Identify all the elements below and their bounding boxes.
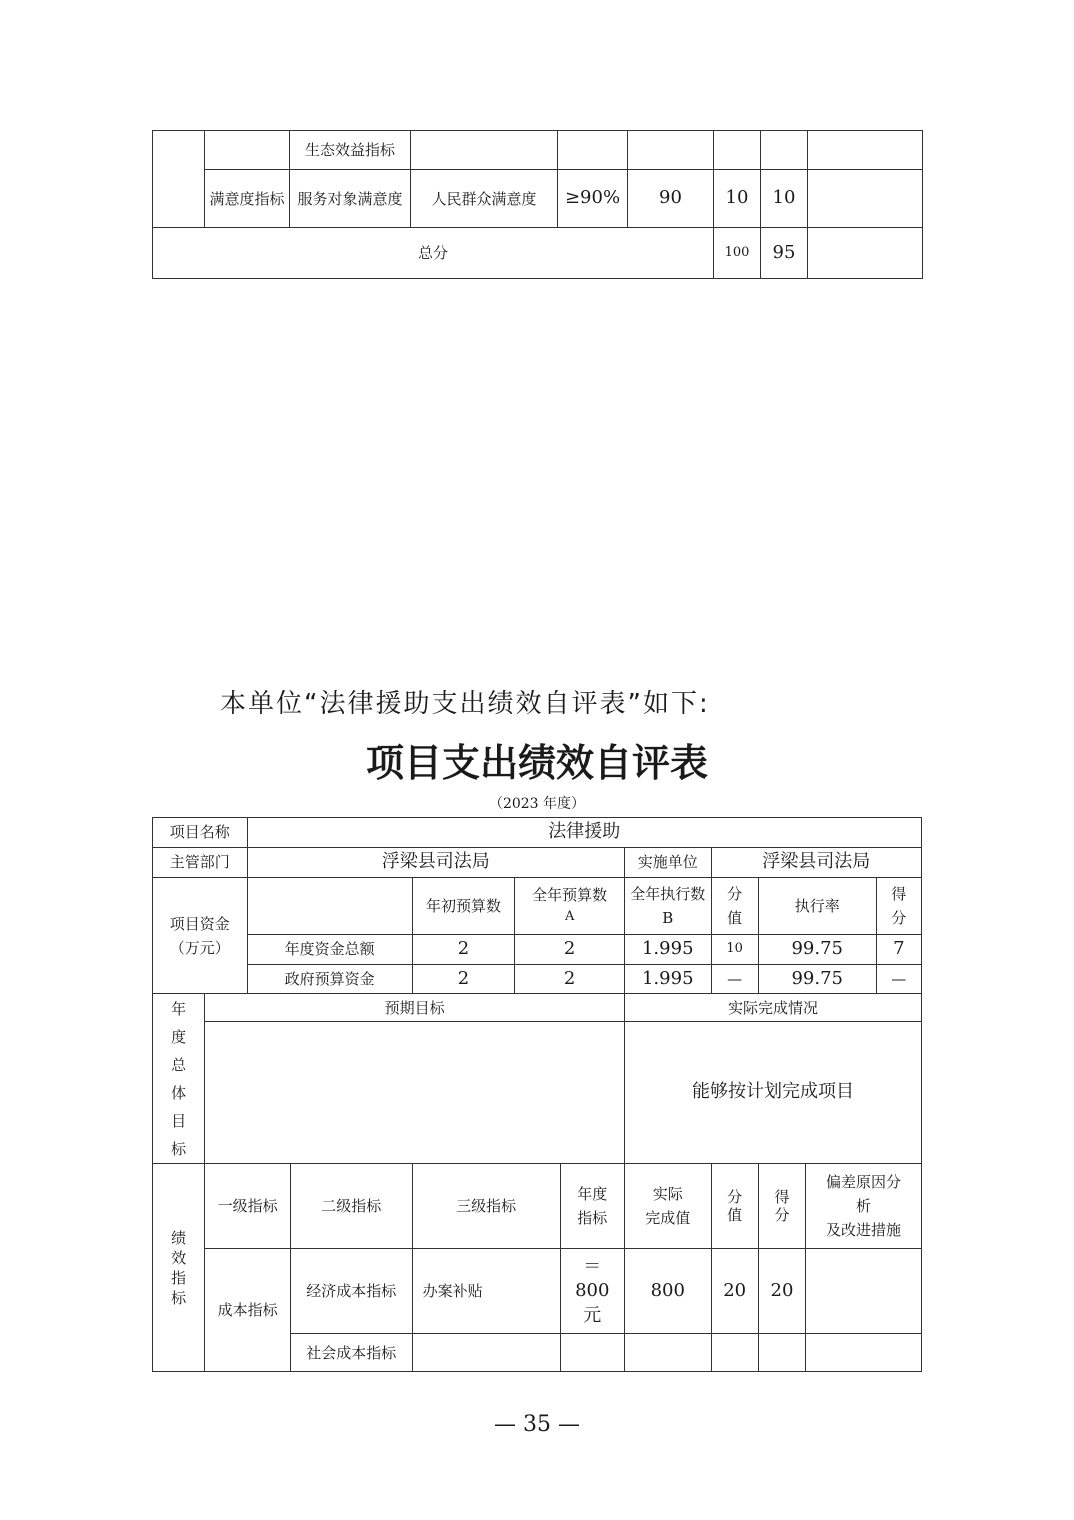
col-score: 分 值 <box>711 877 758 934</box>
econ-got: 20 <box>758 1249 805 1334</box>
social-cost-indicator: 社会成本指标 <box>290 1334 412 1372</box>
page-number: — 35 — <box>494 1412 580 1437</box>
col-rate: 执行率 <box>758 877 876 934</box>
target-value: ≥90% <box>558 170 628 228</box>
header-score: 分 值 <box>711 1164 758 1249</box>
service-satisfaction: 服务对象满意度 <box>290 170 411 228</box>
col-got: 得 分 <box>876 877 921 934</box>
goal-expected: 预期目标 <box>205 994 625 1022</box>
goal-label: 年 度 总 体 目 标 <box>153 994 205 1164</box>
header-deviation: 偏差原因分 析 及改进措施 <box>806 1164 922 1249</box>
goal-actual-text: 能够按计划完成项目 <box>624 1022 921 1164</box>
header-target: 年度 指标 <box>560 1164 624 1249</box>
econ-target: ＝ 800 元 <box>560 1249 624 1334</box>
perf-label: 绩 效 指 标 <box>153 1164 205 1372</box>
econ-actual: 800 <box>624 1249 711 1334</box>
total-got: 95 <box>761 228 808 279</box>
impl-label: 实施单位 <box>624 847 711 877</box>
actual-value: 90 <box>628 170 714 228</box>
project-name: 法律援助 <box>247 818 921 848</box>
blank-cell <box>205 131 290 170</box>
total-score: 100 <box>714 228 761 279</box>
top-table <box>152 130 923 279</box>
project-name-label: 项目名称 <box>153 818 248 848</box>
col-exec: 全年执行数 B <box>624 877 711 934</box>
impl-value: 浮梁县司法局 <box>711 847 921 877</box>
col-full-budget: 全年预算数 A <box>515 877 625 934</box>
dept-label: 主管部门 <box>153 847 248 877</box>
row-total-label: 年度资金总额 <box>247 934 412 964</box>
header-got: 得 分 <box>758 1164 805 1249</box>
cost-indicator: 成本指标 <box>205 1249 291 1372</box>
header-l3: 三级指标 <box>412 1164 560 1249</box>
col-start-budget: 年初预算数 <box>412 877 515 934</box>
year-label: （2023 年度） <box>488 796 586 812</box>
funds-label: 项目资金 （万元） <box>153 877 248 994</box>
main-table: 项目名称 法律援助 主管部门 浮梁县司法局 实施单位 浮梁县司法局 项目资金 （万元） 年初预算数 全年预算数 A 全年执行数 B 分 值 执行率 得 分 年度资金总额 2 2 1.995 10 99.75 7 政府预算资金 2 2 1.995 — 99.75 — 年 度 总 体 目 标 预期目标 实际完成情况 能够按计划完成项目 绩 效 指 标 一级指标 二级指标 三级指标 年度 指标 实际 完成值 分 值 得 分 偏差原因分 析 及改进措施 成本指标 经济成本指标 办案补贴 ＝ 800 元 800 20 20 社会成本指标 <box>152 817 922 1372</box>
ecology-indicator: 生态效益指标 <box>290 131 411 170</box>
row-gov-label: 政府预算资金 <box>247 964 412 994</box>
satisfaction-indicator: 满意度指标 <box>205 170 290 228</box>
header-l1: 一级指标 <box>205 1164 291 1249</box>
got-value: 10 <box>761 170 808 228</box>
header-actual: 实际 完成值 <box>624 1164 711 1249</box>
page-title: 项目支出绩效自评表 <box>365 741 708 785</box>
econ-cost-indicator: 经济成本指标 <box>290 1249 412 1334</box>
total-label: 总分 <box>153 228 714 279</box>
econ-score: 20 <box>711 1249 758 1334</box>
score-value: 10 <box>714 170 761 228</box>
header-l2: 二级指标 <box>290 1164 412 1249</box>
dept-value: 浮梁县司法局 <box>247 847 624 877</box>
goal-actual: 实际完成情况 <box>624 994 921 1022</box>
case-subsidy: 办案补贴 <box>412 1249 560 1334</box>
intro-text: 本单位“法律援助支出绩效自评表”如下: <box>220 689 710 719</box>
public-satisfaction: 人民群众满意度 <box>411 170 558 228</box>
blank-cell <box>153 131 205 228</box>
